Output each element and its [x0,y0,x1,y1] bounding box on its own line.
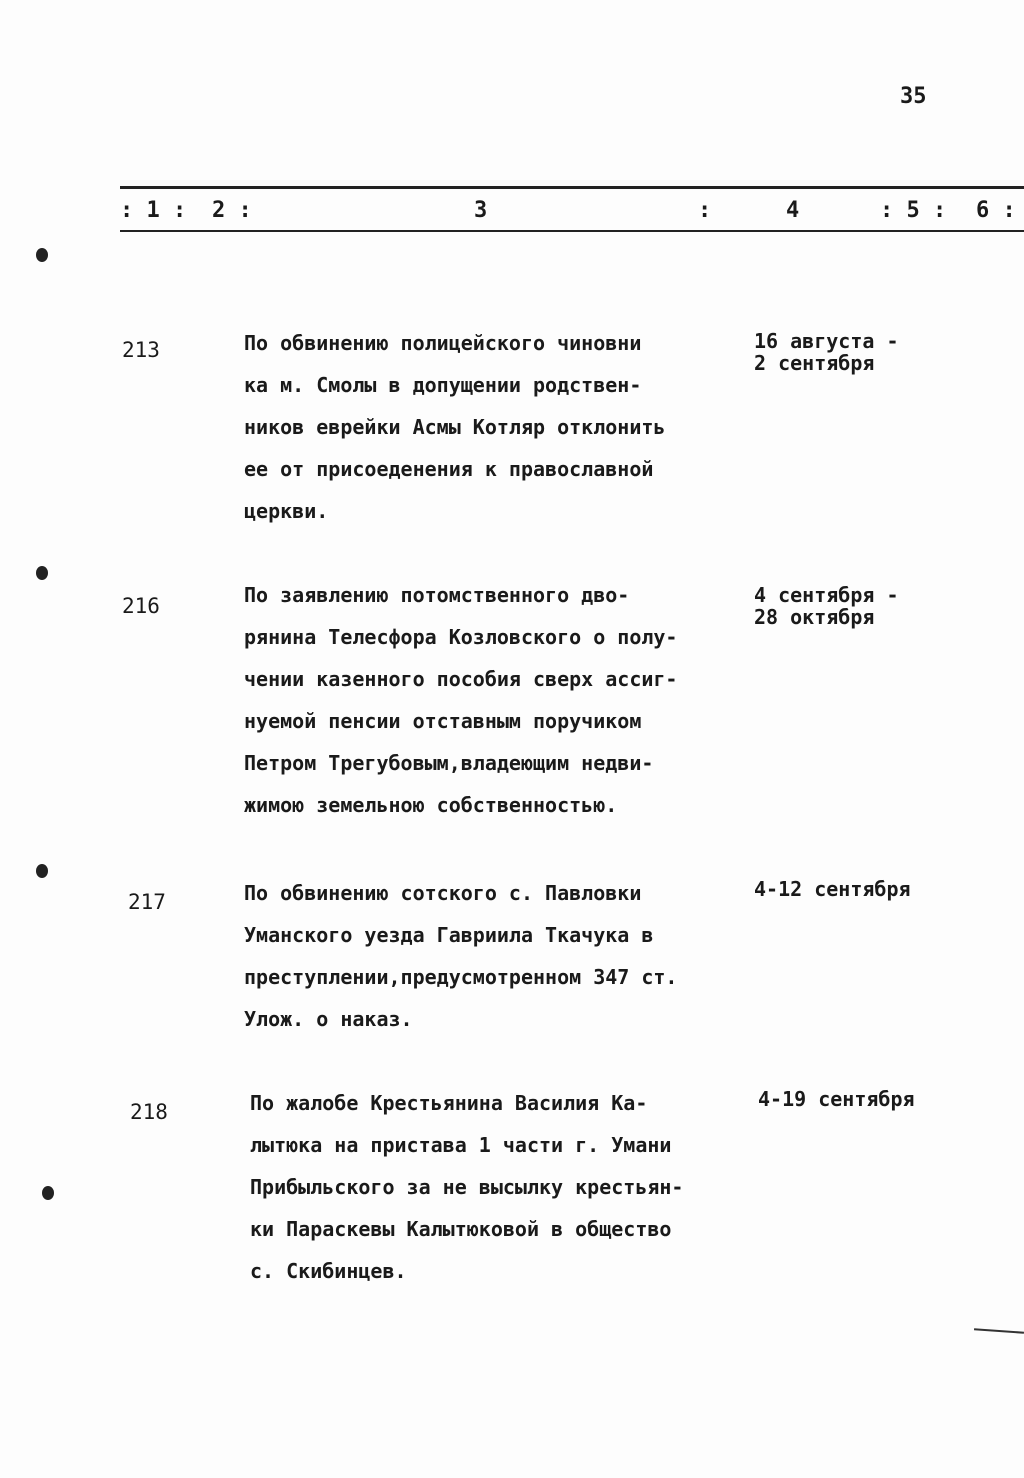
column-header-6: 6 : [976,198,1016,223]
entry-number: 216 [122,594,160,618]
binding-hole [42,1186,54,1200]
column-header-1: : 1 : [120,198,187,223]
column-header-4: 4 [786,198,800,223]
column-separator: : [698,198,712,223]
entry-dates: 4-19 сентября [758,1087,915,1111]
entry-number: 217 [128,890,166,914]
binding-hole [36,864,48,878]
entry-description: По обвинению полицейского чиновни ка м. Смолы в допущении родствен- ников еврейки Асмы Котляр отклонить ее от присоеденения к православной церкви. [244,331,666,523]
entry-dates: 4-12 сентября [754,877,911,901]
entry-description: По жалобе Крестьянина Василия Ка- лытюка на пристава 1 части г. Умани Прибыльского за не высылку крестьян- ки Параскевы Калытюковой в общество с. Скибинцев. [250,1091,684,1283]
page-number: 35 [900,84,927,109]
entry-description: По заявлению потомственного дво- рянина Телесфора Козловского о полу- чении казенного пособия сверх ассиг- нуемой пенсии отставным поручиком Петром Трегубовым,владеющим недви- жимою земельною собственностью. [244,583,678,817]
margin-mark [974,1328,1024,1333]
column-header-3: 3 [474,198,488,223]
entry-dates: 4 сентября - 28 октября [754,583,899,629]
binding-hole [36,248,48,262]
entry-number: 218 [130,1100,168,1124]
column-header-2: 2 : [212,198,252,223]
entry-description: По обвинению сотского с. Павловки Уманского уезда Гавриила Ткачука в преступлении,предусмотренном 347 ст. Улож. о наказ. [244,881,678,1031]
binding-hole [36,566,48,580]
entry-number: 213 [122,338,160,362]
column-header-5: : 5 : [880,198,947,223]
header-rule-top [120,186,1024,189]
entry-dates: 16 августа - 2 сентября [754,329,899,375]
header-rule-bottom [120,230,1024,232]
